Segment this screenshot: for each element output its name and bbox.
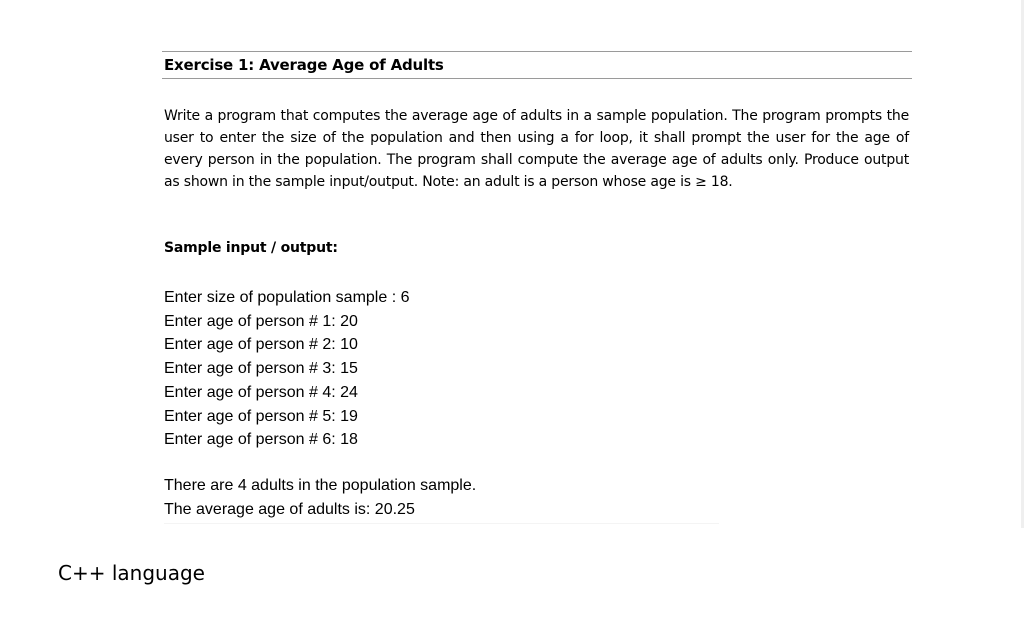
heading-bottom-rule xyxy=(162,78,912,79)
sample-output-line: The average age of adults is: 20.25 xyxy=(164,500,415,518)
sample-heading: Sample input / output: xyxy=(164,240,338,256)
sample-input-block xyxy=(164,286,409,452)
page-edge-line xyxy=(164,523,719,524)
sample-input-line: Enter age of person # 2: 10 xyxy=(164,336,358,354)
sample-input-line: Enter size of population sample : 6 xyxy=(164,289,410,306)
exercise-description: Write a program that computes the average age of adults in a sample population. The program prompts the user to enter the size of the population and then using a for loop, it shall prompt the user for the age of every person in the population. The program shall compute the average age of adults only. Produce output as shown in the sample input/output. Note: an adult is a person whose age is ≥ 18. xyxy=(164,108,909,190)
sample-input-line: Enter age of person # 3: 15 xyxy=(164,360,358,378)
sample-input-line: Enter age of person # 4: 24 xyxy=(164,383,358,401)
exercise-title: Exercise 1: Average Age of Adults xyxy=(164,56,444,74)
sample-input-line: Enter age of person # 1: 20 xyxy=(164,312,358,330)
sample-input-line: Enter age of person # 6: 18 xyxy=(164,431,358,449)
heading-top-rule xyxy=(162,51,912,52)
sample-output-block xyxy=(164,474,476,521)
sample-output-line: There are 4 adults in the population sample. xyxy=(164,477,477,494)
language-note: C++ language xyxy=(58,561,205,585)
sample-input-line: Enter age of person # 5: 19 xyxy=(164,407,358,425)
